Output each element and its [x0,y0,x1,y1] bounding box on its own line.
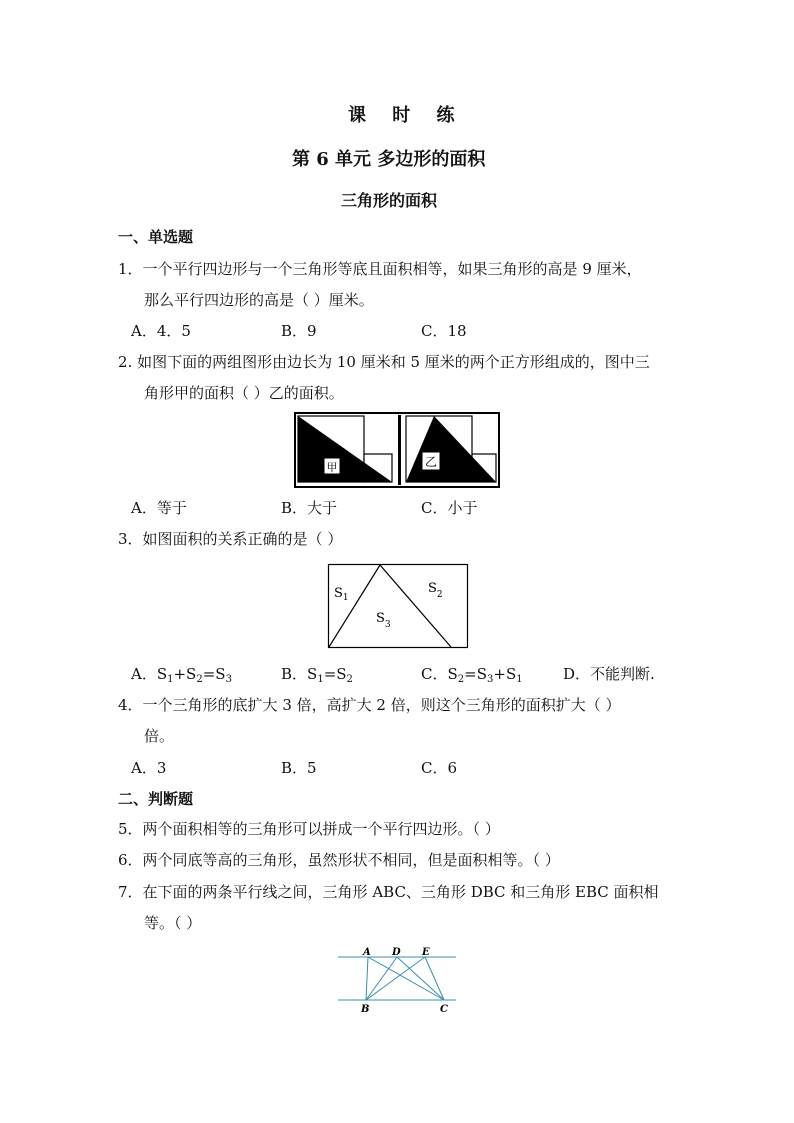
q7-label-e: E [422,947,430,958]
q1-option-c[interactable]: C．18 [421,322,467,340]
q3-label-s1: $S_1$ [334,586,349,603]
q3-option-a[interactable]: A．$S_1+S_2=S_3$ [131,665,232,685]
q2-option-c[interactable]: C．小于 [421,499,478,517]
section-true-false: 二、判断题 [118,790,194,808]
q1-line1: 1．一个平行四边形与一个三角形等底且面积相等，如果三角形的高是 9 厘米， [118,260,642,278]
q7-label-b: B [361,1004,370,1015]
q4-option-b[interactable]: B．5 [281,759,317,777]
q3-option-b[interactable]: B．$S_1=S_2$ [281,665,353,685]
q3-figure [328,564,468,648]
q3-line1: 3．如图面积的关系正确的是（ ） [118,530,343,548]
q3-option-d[interactable]: D．不能判断. [563,665,655,683]
q4-option-c[interactable]: C．6 [421,759,458,777]
q3-label-s2: $S_2$ [428,581,443,600]
q1-line2: 那么平行四边形的高是（ ）厘米。 [144,291,374,309]
q1-option-a[interactable]: A．4．5 [131,322,191,340]
q5-line1: 5．两个面积相等的三角形可以拼成一个平行四边形。（ ） [118,820,500,838]
q2-label-jia: 甲 [326,461,338,474]
q4-line2: 倍。 [144,727,175,745]
q4-line1: 4．一个三角形的底扩大 3 倍，高扩大 2 倍，则这个三角形的面积扩大（ ） [118,696,621,714]
q7-label-c: C [440,1004,448,1015]
q3-label-s3: $S_3$ [376,611,391,630]
q2-label-yi: 乙 [424,455,438,469]
lesson-title: 三角形的面积 [341,191,438,210]
q2-line2: 角形甲的面积（ ）乙的面积。 [144,384,344,402]
q7-figure [336,944,458,1016]
q3-option-c[interactable]: C．$S_2=S_3+S_1$ [421,665,523,685]
q2-line1: 2. 如图下面的两组图形由边长为 10 厘米和 5 厘米的两个正方形组成的，图中三 [118,353,650,371]
q2-figure [294,412,500,488]
q7-label-a: A [363,947,371,958]
q7-line2: 等。（ ） [144,914,202,932]
q2-option-a[interactable]: A．等于 [131,499,187,517]
section-single-choice: 一、单选题 [118,228,194,246]
q2-option-b[interactable]: B．大于 [281,499,338,517]
page-title: 课 时 练 [348,105,465,126]
q1-option-b[interactable]: B．9 [281,322,317,340]
q7-line1: 7．在下面的两条平行线之间，三角形 ABC、三角形 DBC 和三角形 EBC 面积相 [118,883,659,901]
q7-label-d: D [392,947,401,958]
q4-option-a[interactable]: A．3 [131,759,167,777]
unit-title: 第 6 单元 多边形的面积 [292,149,486,170]
q6-line1: 6．两个同底等高的三角形，虽然形状不相同，但是面积相等。（ ） [118,851,560,869]
